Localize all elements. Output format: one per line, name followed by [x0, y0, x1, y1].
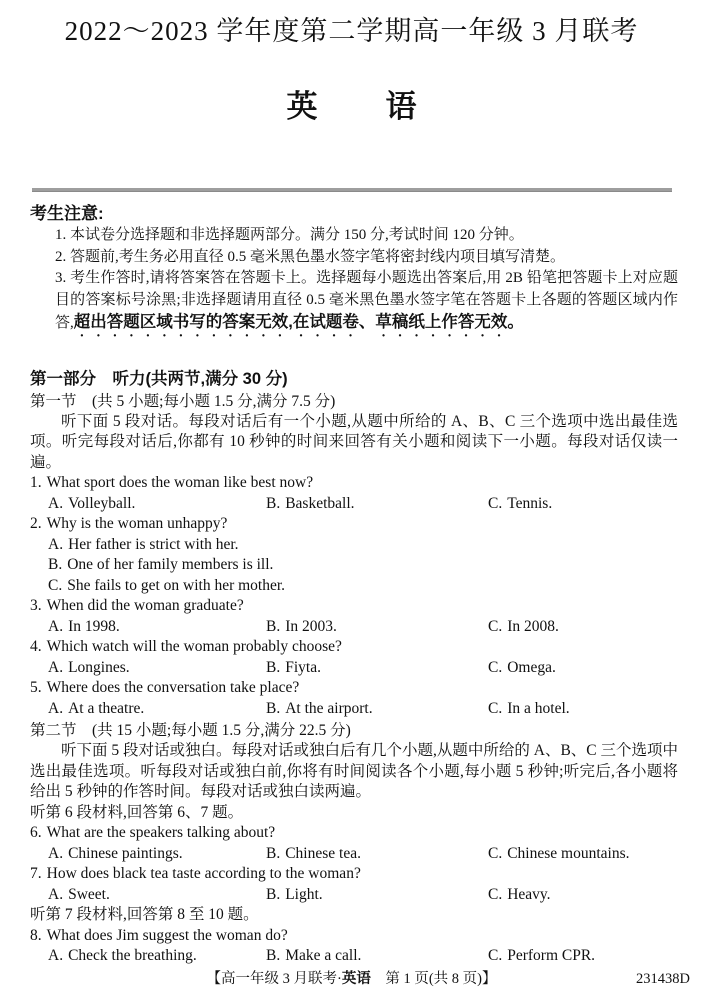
- question-stem: Where does the conversation take place?: [46, 679, 300, 697]
- notice-items: [55, 225, 678, 340]
- option-label: B.: [266, 699, 281, 717]
- question-1: [30, 473, 678, 514]
- question-number: 8.: [30, 926, 42, 944]
- question-6: [30, 823, 678, 864]
- option-label: C.: [488, 699, 503, 717]
- option-text: Check the breathing.: [68, 947, 197, 965]
- option-label: C.: [488, 844, 503, 862]
- question-number: 5.: [30, 679, 42, 697]
- section1-questions: [30, 473, 678, 719]
- question-stem: When did the woman graduate?: [46, 597, 244, 615]
- question-5-text: [30, 678, 678, 699]
- option-label: C.: [488, 494, 503, 512]
- option-label: A.: [48, 617, 64, 635]
- option-text: Heavy.: [507, 885, 551, 903]
- option-b: [266, 617, 488, 638]
- question-number: 1.: [30, 474, 42, 492]
- option-b: [266, 885, 488, 906]
- option-text: Make a call.: [285, 947, 362, 965]
- notice-item-1: 1. 本试卷分选择题和非选择题两部分。满分 150 分,考试时间 120 分钟。: [55, 227, 524, 243]
- section2-questions-b: [30, 926, 678, 967]
- option-text: Perform CPR.: [507, 947, 596, 965]
- question-number: 2.: [30, 515, 42, 533]
- option-a: [48, 494, 266, 515]
- option-text: She fails to get on with her mother.: [67, 576, 286, 594]
- subject-title: [0, 90, 703, 124]
- option-c: [488, 885, 678, 906]
- option-label: B.: [48, 556, 63, 574]
- option-b: [266, 844, 488, 865]
- question-6-options: [30, 844, 678, 865]
- question-stem: What sport does the woman like best now?: [46, 474, 314, 492]
- option-label: B.: [266, 617, 281, 635]
- notice-item-3: [55, 268, 678, 339]
- question-5: [30, 678, 678, 719]
- option-text: In 2003.: [285, 617, 337, 635]
- option-text: Light.: [285, 885, 323, 903]
- horizontal-divider: [32, 188, 672, 192]
- question-7-options: [30, 885, 678, 906]
- option-label: C.: [488, 947, 503, 965]
- section1-heading: 第一节 (共 5 小题;每小题 1.5 分,满分 7.5 分): [30, 392, 336, 410]
- option-c: [488, 946, 678, 967]
- option-text: In 1998.: [68, 617, 120, 635]
- option-c: [488, 494, 678, 515]
- option-text: Basketball.: [285, 494, 355, 512]
- option-a: [48, 885, 266, 906]
- footer-text-post: 第 1 页(共 8 页)】: [370, 971, 497, 987]
- question-number: 4.: [30, 638, 42, 656]
- footer-subject: 英语: [341, 971, 371, 987]
- question-2: [30, 514, 678, 596]
- candidate-notice: [30, 202, 678, 340]
- option-text: Longines.: [68, 658, 130, 676]
- notice-item-2: 2. 答题前,考生务必用直径 0.5 毫米黑色墨水签字笔将密封线内项目填写清楚。: [55, 248, 566, 265]
- question-1-text: [30, 473, 678, 494]
- section2-instructions: 听下面 5 段对话或独白。每段对话或独白后有几个小题,从题中所给的 A、B、C 三个选项中选出最佳选项。听每段对话或独白前,你将有时间阅读各个小题,每小题 5 秒钟;听完后,各小题将给出 5 秒钟的作答时间。每段对话或独白读两遍。: [30, 742, 678, 801]
- option-b: [30, 555, 678, 576]
- option-b: [266, 658, 488, 679]
- option-label: B.: [266, 947, 281, 965]
- page-footer: [0, 970, 703, 988]
- option-text: Chinese tea.: [285, 844, 361, 862]
- option-a: [48, 658, 266, 679]
- option-text: Her father is strict with her.: [68, 535, 239, 553]
- notice-item-3-text: 3. 考生作答时,请将答案答在答题卡上。选择题每小题选出答案后,用 2B 铅笔把答题卡上对应题目的答案标号涂黑;非选择题请用直径 0.5 毫米黑色墨水签字笔在答题卡上各题的答题区域内作答,: [55, 270, 678, 331]
- material-7-intro: 听第 7 段材料,回答第 8 至 10 题。: [30, 906, 259, 924]
- option-c: [488, 658, 678, 679]
- question-stem: What does Jim suggest the woman do?: [46, 926, 288, 944]
- subject-char-1: 英: [286, 89, 318, 124]
- option-b: [266, 699, 488, 720]
- question-stem: Why is the woman unhappy?: [46, 515, 228, 533]
- material-6-intro: 听第 6 段材料,回答第 6、7 题。: [30, 803, 244, 821]
- question-5-options: [30, 699, 678, 720]
- question-4-text: [30, 637, 678, 658]
- option-text: Sweet.: [68, 885, 110, 903]
- option-text: Fiyta.: [285, 658, 321, 676]
- subject-char-2: 语: [385, 89, 417, 124]
- option-text: In a hotel.: [507, 699, 570, 717]
- question-7: [30, 864, 678, 905]
- option-label: B.: [266, 658, 281, 676]
- question-number: 6.: [30, 824, 42, 842]
- option-text: Chinese mountains.: [507, 844, 630, 862]
- option-text: At a theatre.: [68, 699, 145, 717]
- option-label: C.: [488, 617, 503, 635]
- option-a: [48, 699, 266, 720]
- option-label: A.: [48, 658, 64, 676]
- question-8-options: [30, 946, 678, 967]
- part1-heading: 第一部分 听力(共两节,满分 30 分): [30, 369, 288, 388]
- option-a: [48, 844, 266, 865]
- option-label: A.: [48, 885, 64, 903]
- option-text: Omega.: [507, 658, 556, 676]
- option-text: Volleyball.: [68, 494, 136, 512]
- question-7-text: [30, 864, 678, 885]
- option-label: C.: [488, 658, 503, 676]
- option-label: C.: [488, 885, 503, 903]
- question-6-text: [30, 823, 678, 844]
- question-number: 3.: [30, 597, 42, 615]
- option-text: Chinese paintings.: [68, 844, 183, 862]
- option-text: One of her family members is ill.: [67, 556, 274, 574]
- option-c: [30, 576, 678, 597]
- question-1-options: [30, 494, 678, 515]
- question-2-text: [30, 514, 678, 535]
- option-text: In 2008.: [507, 617, 559, 635]
- option-a: [48, 617, 266, 638]
- option-label: A.: [48, 535, 64, 553]
- option-b: [266, 494, 488, 515]
- section2-questions-a: [30, 823, 678, 905]
- question-8: [30, 926, 678, 967]
- question-3-options: [30, 617, 678, 638]
- option-b: [266, 946, 488, 967]
- option-label: A.: [48, 844, 64, 862]
- option-label: B.: [266, 885, 281, 903]
- section1-instructions: 听下面 5 段对话。每段对话后有一个小题,从题中所给的 A、B、C 三个选项中选出最佳选项。听完每段对话后,你都有 10 秒钟的时间来回答有关小题和阅读下一小题。每段对话仅读一遍。: [30, 412, 678, 471]
- option-label: A.: [48, 494, 64, 512]
- option-text: Tennis.: [507, 494, 553, 512]
- question-stem: How does black tea taste according to the woman?: [46, 865, 361, 883]
- option-c: [488, 617, 678, 638]
- page-title: 2022～2023 学年度第二学期高一年级 3 月联考: [64, 16, 639, 46]
- option-label: A.: [48, 947, 64, 965]
- notice-heading: 考生注意:: [30, 204, 104, 223]
- option-label: C.: [48, 576, 63, 594]
- question-8-text: [30, 926, 678, 947]
- section2-heading: 第二节 (共 15 小题;每小题 1.5 分,满分 22.5 分): [30, 722, 351, 740]
- option-label: B.: [266, 494, 281, 512]
- option-c: [488, 699, 678, 720]
- option-c: [488, 844, 678, 865]
- option-label: A.: [48, 699, 64, 717]
- paper-code: 231438D: [636, 971, 690, 987]
- notice-item-3-emphasis: 超出答题区域书写的答案无效,在试题卷、草稿纸上作答无效。: [73, 312, 524, 331]
- question-3: [30, 596, 678, 637]
- question-4: [30, 637, 678, 678]
- option-a: [30, 535, 678, 556]
- option-text: At the airport.: [285, 699, 373, 717]
- question-stem: What are the speakers talking about?: [46, 824, 276, 842]
- option-label: B.: [266, 844, 281, 862]
- footer-text-pre: 【高一年级 3 月联考·: [206, 971, 342, 987]
- question-3-text: [30, 596, 678, 617]
- option-a: [48, 946, 266, 967]
- question-number: 7.: [30, 865, 42, 883]
- question-4-options: [30, 658, 678, 679]
- question-stem: Which watch will the woman probably choose?: [46, 638, 342, 656]
